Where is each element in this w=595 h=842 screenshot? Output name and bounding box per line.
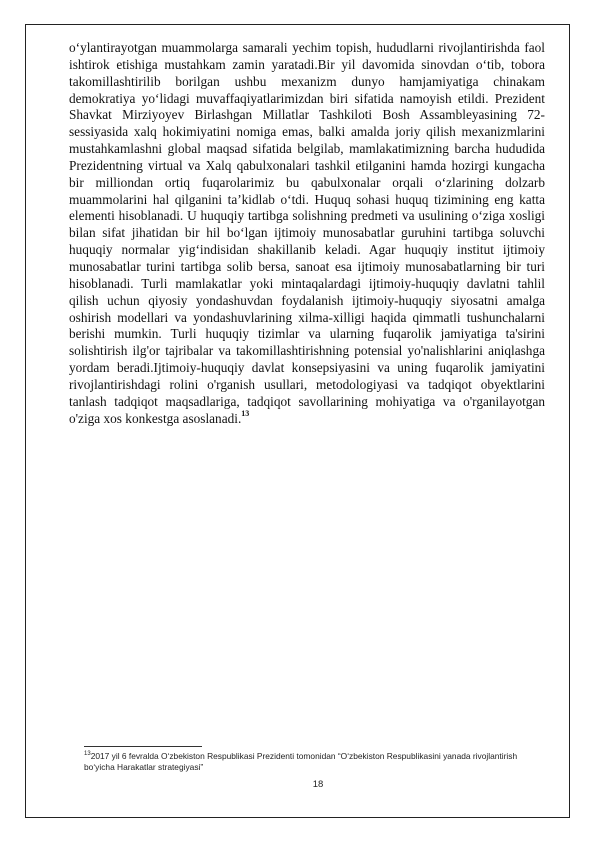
footnote — [84, 751, 524, 773]
footnote-marker: 13 — [84, 751, 91, 758]
page-number: 18 — [312, 779, 324, 790]
footnote-reference: 13 — [241, 409, 250, 419]
paragraph-text: o‘ylantirayotgan muammolarga samarali yechim topish, hududlarni rivojlantirishda faol ishtirok etishiga mustahkam zamin yaratadi.Bir yil davomida sinovdan o‘tib, tobora takomillashtirilib borilgan ushbu mexanizm dunyo hamjamiyatiga chinakam demokratiya yo‘lidagi muvaffaqiyatlarimizdan biri sifatida namoyish etildi. Prezident Shavkat Mirziyoyev Birlashgan Millatlar Tashkiloti Bosh Assambleyasining 72-sessiyasida xalq hokimiyatini nomiga emas, balki amalda joriy qilish mexanizmlarini mustahkamlashni global maqsad sifatida belgilab, mamlakatimizning barcha hududida Prezidentning virtual va Xalq qabulxonalari tashkil etilganini hamda hozirgi kungacha bir milliondan ortiq fuqarolarimiz bu qabulxonalar orqali o‘zlarining dolzarb muammolarini hal qilganini ta’kidlab o‘tdi. Huquq sohasi huquq tizimining eng katta elementi hisoblanadi. U huquqiy tartibga solishning predmeti va usulining o‘ziga xosligi bilan sifat jihatidan bir hil bo‘lgan ijtimoiy munosabatlar guruhini tartibga soluvchi huquqiy normalar yig‘indisidan shakillanib keladi. Agar huquqiy institut ijtimoiy munosabatlar turini tartibga solib bersa, sanoat esa ijtimoiy munosabatlarning bir turi hisoblanadi. Turli mamlakatlar yoki mintaqalardagi ijtimoiy-huquqiy davlatni tahlil qilish uchun qiyosiy yondashuvdan foydalanish ijtimoiy-huquqiy siyosatni amalga oshirish modellari va yondashuvlarining xilma-xilligi haqida qimmatli tushunchalarni berishi mumkin. Turli huquqiy tizimlar va ularning fuqarolik jamiyatiga ta'sirini solishtirish ilg'or tajribalar va takomillashtirishning potensial yo'nalishlarini aniqlashga yordam beradi.Ijtimoiy-huquqiy davlat konsepsiyasini va uning fuqarolik jamiyatini rivojlantirishdagi rolini o'rganish usullari, metodologiyasi va tadqiqot obyektlarini tanlash tadqiqot maqsadlariga, tadqiqot savollarining mohiyatiga va o'rganilayotgan o'ziga xos konkestga asoslanadi. — [69, 40, 545, 426]
footnote-separator — [84, 746, 202, 747]
footnote-text: 2017 yil 6 fevralda O‘zbekiston Respublikasi Prezidenti tomonidan “O‘zbekiston Respublikasini yanada rivojlantirish bo‘yicha Harakatlar strategiyasi” — [84, 751, 518, 773]
body-paragraph — [69, 40, 545, 427]
